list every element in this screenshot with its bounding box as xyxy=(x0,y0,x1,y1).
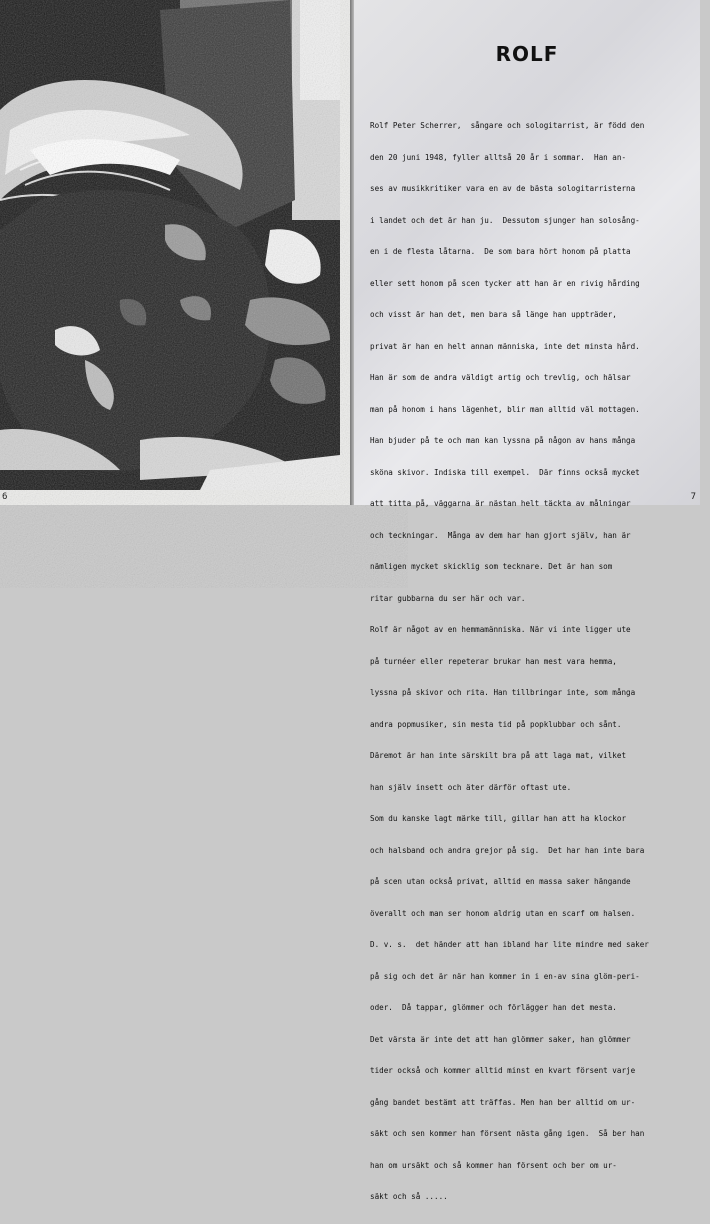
page-number: 7 xyxy=(690,492,696,502)
body-line: ses av musikkritiker vara en av de bästa sologitarristerna xyxy=(370,184,636,193)
body-line: privat är han en helt annan människa, inte det minsta hård. xyxy=(370,341,640,351)
body-line: Som du kanske lagt märke till, gillar han att ha klockor xyxy=(370,814,627,823)
body-line: och teckningar. Många av dem har han gjort själv, han är xyxy=(370,530,631,540)
body-line: Rolf Peter Scherrer, sångare och sologitarrist, är född den xyxy=(370,121,645,130)
body-line: och halsband och andra grejor på sig. Det har han inte bara xyxy=(370,845,645,855)
body-line: ritar gubbarna du ser här och var. xyxy=(370,593,526,603)
article-title: ROLF xyxy=(495,42,559,66)
body-line: Rolf är något av en hemmamänniska. När vi inte ligger ute xyxy=(370,625,631,634)
body-line: tider också och kommer alltid minst en kvart försent varje xyxy=(370,1066,636,1075)
body-line: och visst är han det, men bara så länge han uppträder, xyxy=(370,310,617,319)
body-line: en i de flesta låtarna. De som bara hört honom på platta xyxy=(370,247,631,256)
body-line: eller sett honom på scen tycker att han är en rivig hårding xyxy=(370,278,640,288)
body-line: andra popmusiker, sin mesta tid på popklubbar och sånt. xyxy=(370,719,622,729)
body-line: på sig och det är när han kommer in i en-av sina glöm-peri- xyxy=(370,971,640,981)
body-line: man på honom i hans lägenhet, blir man alltid väl mottagen. xyxy=(370,404,640,414)
body-line: sköna skivor. Indiska till exempel. Där finns också mycket xyxy=(370,467,640,477)
body-line: säkt och sen kommer han försent nästa gång igen. Så ber han xyxy=(370,1129,645,1138)
body-line: på turnéer eller repeterar brukar han mest vara hemma, xyxy=(370,656,617,666)
body-line: Däremot är han inte särskilt bra på att laga mat, vilket xyxy=(370,751,627,760)
photo-halftone xyxy=(0,0,340,490)
body-line: han själv insett och äter därför oftast ute. xyxy=(370,782,572,792)
portrait-photo xyxy=(0,0,340,490)
body-line: överallt och man ser honom aldrig utan en scarf om halsen. xyxy=(370,908,636,918)
body-line: han om ursäkt och så kommer han försent och ber om ur- xyxy=(370,1160,617,1170)
right-page xyxy=(354,0,700,1201)
body-line: D. v. s. det händer att han ibland har lite mindre med saker xyxy=(370,940,649,949)
body-line: den 20 juni 1948, fyller alltså 20 år i sommar. Han an- xyxy=(370,152,627,162)
body-line: gång bandet bestämt att träffas. Men han ber alltid om ur- xyxy=(370,1097,636,1107)
body-line: på scen utan också privat, alltid en massa saker hängande xyxy=(370,877,631,886)
body-line: säkt och så ..... xyxy=(370,1192,448,1201)
body-line: Det värsta är inte det att han glömmer saker, han glömmer xyxy=(370,1034,631,1044)
body-line: Han bjuder på te och man kan lyssna på någon av hans många xyxy=(370,436,636,445)
body-line: i landet och det är han ju. Dessutom sjunger han solosång- xyxy=(370,215,640,225)
left-page xyxy=(0,0,352,505)
body-line: att titta på, väggarna är nästan helt täckta av målningar xyxy=(370,499,631,508)
body-line: oder. Då tappar, glömmer och förlägger han det mesta. xyxy=(370,1003,617,1012)
page-number: 6 xyxy=(2,492,8,502)
body-line: nämligen mycket skicklig som tecknare. Det är han som xyxy=(370,562,613,571)
article-body xyxy=(370,100,710,1224)
body-line: lyssna på skivor och rita. Han tillbringar inte, som många xyxy=(370,688,636,697)
body-line: Han är som de andra väldigt artig och trevlig, och hälsar xyxy=(370,373,631,382)
